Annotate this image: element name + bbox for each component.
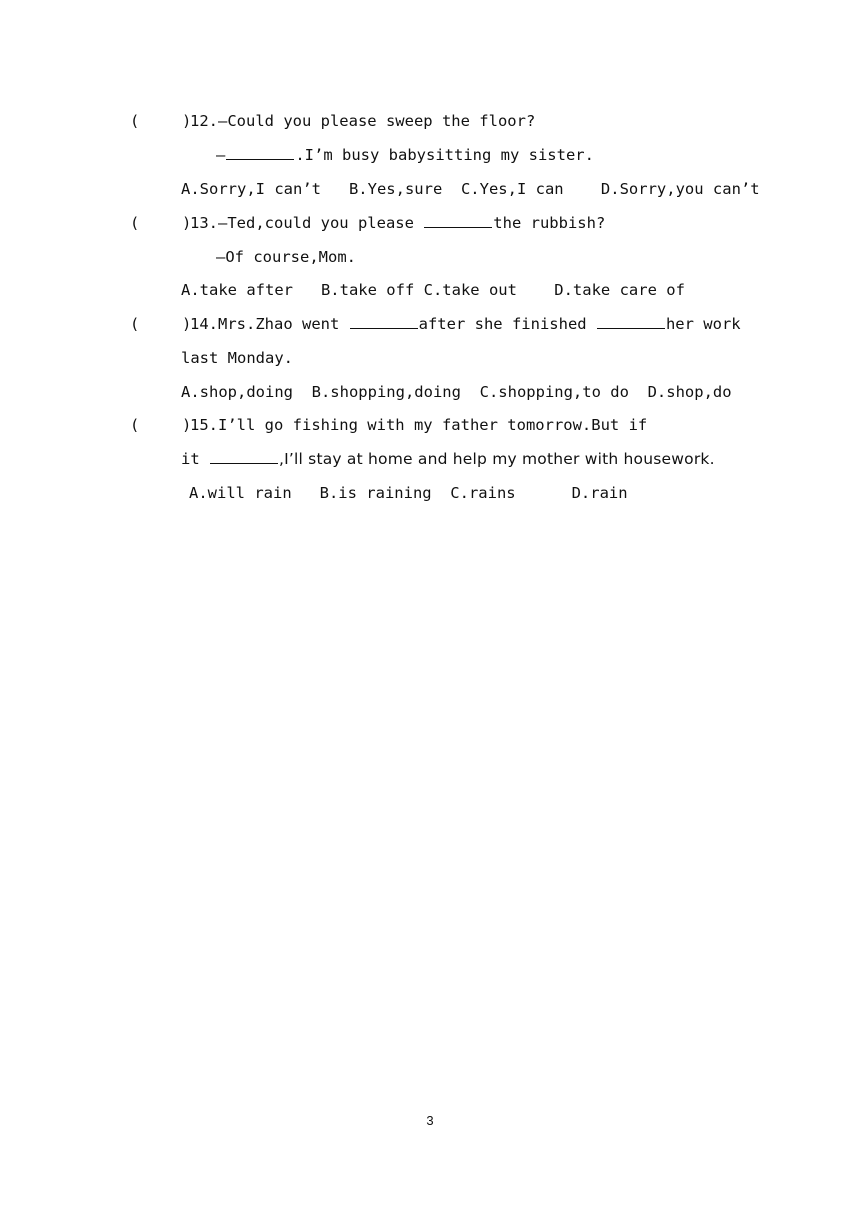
- answer-paren-close: ): [182, 416, 192, 434]
- stem-suffix: ,I’ll stay at home and help my mother with housework.: [279, 450, 715, 468]
- question-15-stem: 15.I’ll go fishing with my father tomorrow.But if: [190, 416, 648, 434]
- reply-dash: —: [216, 146, 226, 164]
- answer-blank: [226, 142, 294, 160]
- stem-suffix: the rubbish?: [493, 214, 606, 232]
- question-12-reply-line: [0, 141, 860, 169]
- question-13-reply: —Of course,Mom.: [216, 248, 356, 266]
- stem-suffix: her work: [665, 315, 741, 333]
- stem-middle: after she finished: [418, 315, 596, 333]
- question-15-stem-line-2: [0, 445, 860, 473]
- question-13-stem: [190, 209, 605, 237]
- question-15-stem-line: [0, 411, 860, 439]
- page-number: 3: [426, 1113, 434, 1128]
- question-12-reply: [216, 141, 594, 169]
- stem-prefix: 13.—Ted,could you please: [190, 214, 424, 232]
- answer-paren-close: ): [182, 112, 192, 130]
- stem-prefix: 14.Mrs.Zhao went: [190, 315, 349, 333]
- question-12-stem: 12.—Could you please sweep the floor?: [190, 112, 536, 130]
- question-12-options: A.Sorry,I can’t B.Yes,sure C.Yes,I can D.Sorry,you can’t: [181, 180, 760, 198]
- answer-paren-open: (: [130, 416, 140, 434]
- question-15-options: A.will rain B.is raining C.rains D.rain: [189, 484, 628, 502]
- answer-paren-open: (: [130, 214, 140, 232]
- answer-blank: [210, 446, 278, 464]
- question-13-stem-line: [0, 209, 860, 237]
- answer-blank-1: [350, 311, 418, 329]
- question-12-options-line: [0, 175, 860, 203]
- question-15-options-line: [0, 479, 860, 507]
- question-15-stem-continued: [181, 445, 715, 473]
- answer-paren-open: (: [130, 315, 140, 333]
- answer-paren-close: ): [182, 315, 192, 333]
- reply-text: .I’m busy babysitting my sister.: [295, 146, 594, 164]
- question-14-options: A.shop,doing B.shopping,doing C.shopping,to do D.shop,do: [181, 383, 732, 401]
- answer-blank-2: [597, 311, 665, 329]
- question-13-options-line: [0, 276, 860, 304]
- question-13-options: A.take after B.take off C.take out D.take care of: [181, 281, 685, 299]
- question-14-stem-line-2: [0, 344, 860, 372]
- answer-paren-open: (: [130, 112, 140, 130]
- question-14-options-line: [0, 378, 860, 406]
- question-14-stem-continued: last Monday.: [181, 349, 293, 367]
- question-13-reply-line: [0, 243, 860, 271]
- question-12-stem-line: [0, 107, 860, 135]
- question-14-stem-line: [0, 310, 860, 338]
- stem-prefix: it: [181, 450, 209, 468]
- question-14-stem: [190, 310, 741, 338]
- answer-paren-close: ): [182, 214, 192, 232]
- answer-blank: [424, 210, 492, 228]
